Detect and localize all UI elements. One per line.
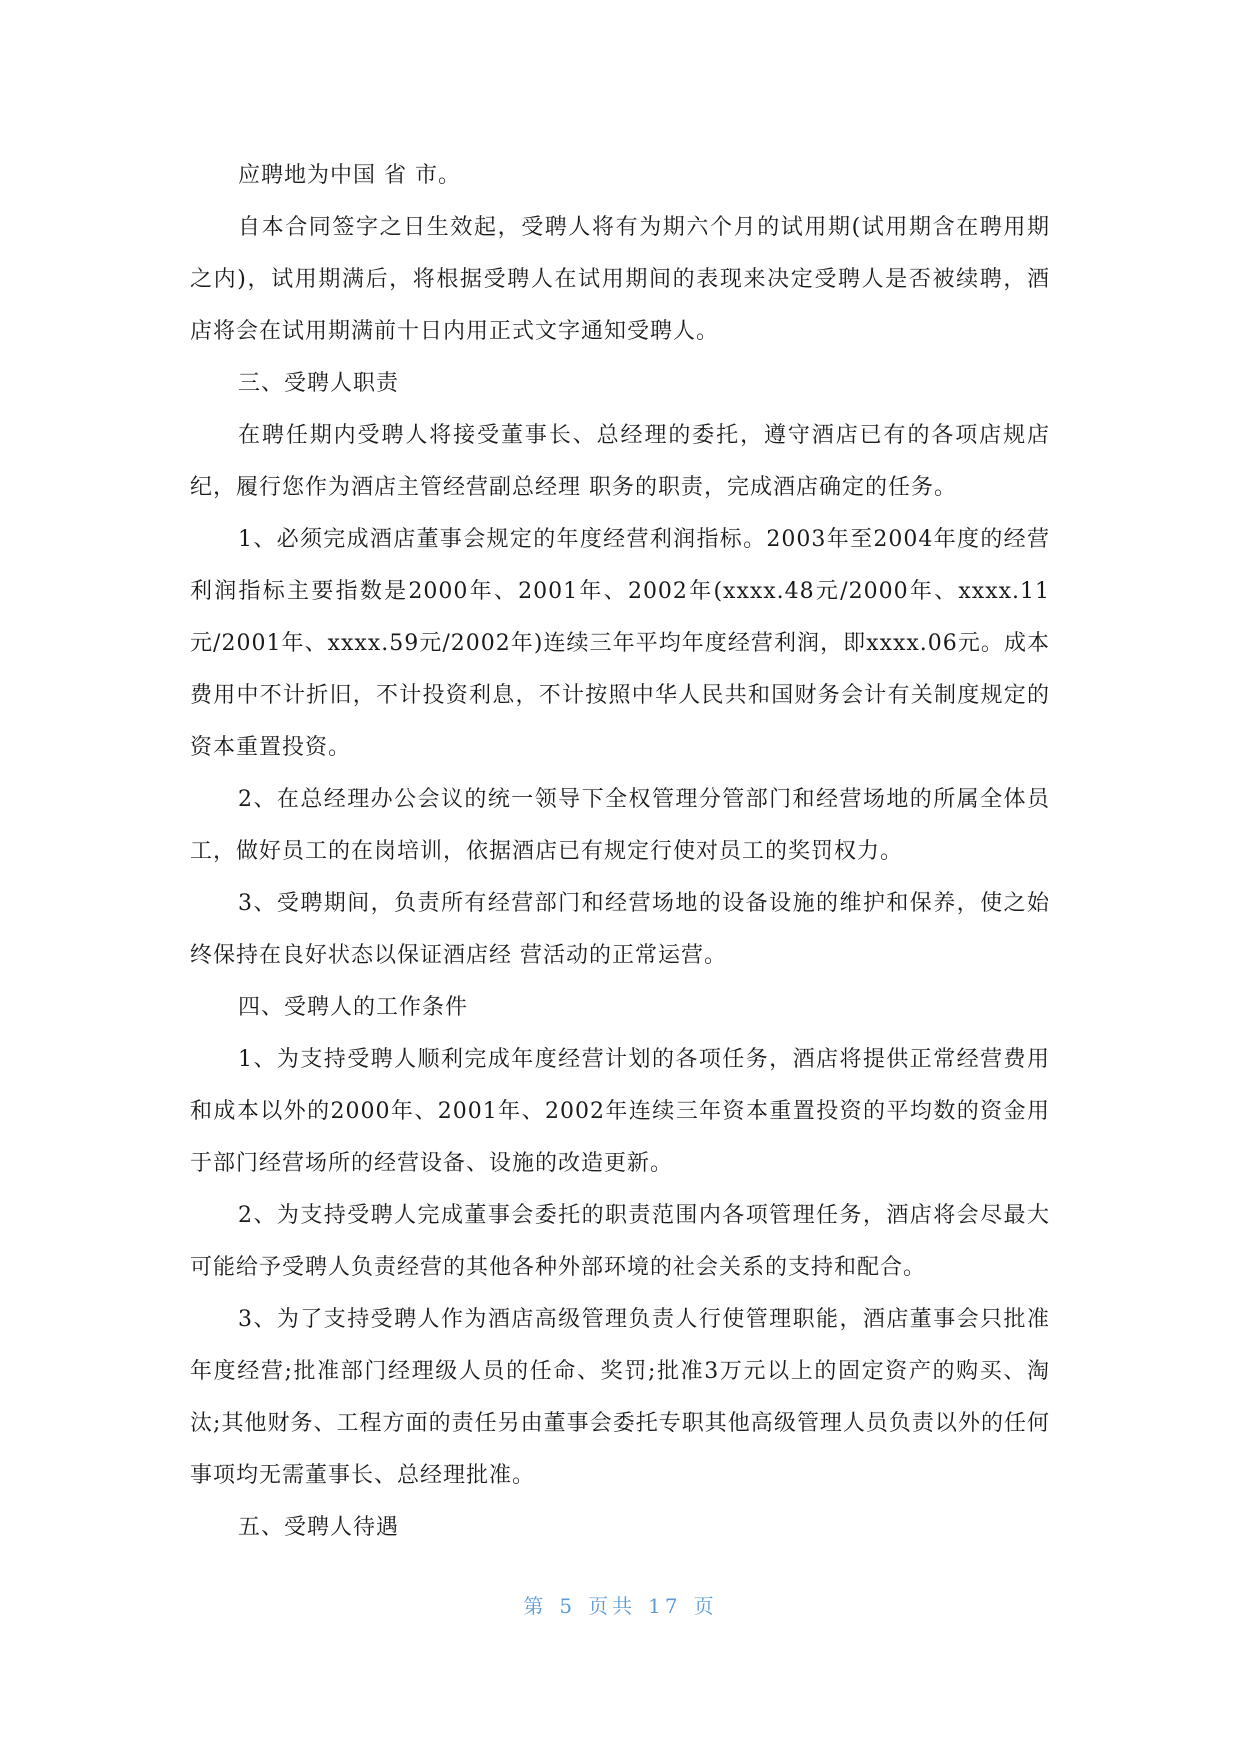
paragraph-condition-2: 2、为支持受聘人完成董事会委托的职责范围内各项管理任务，酒店将会尽最大可能给予受聘人负责经营的其他各种外部环境的社会关系的支持和配合。 — [190, 1203, 1050, 1280]
section-heading-duties: 三、受聘人职责 — [238, 371, 400, 396]
section-heading-compensation: 五、受聘人待遇 — [238, 1515, 400, 1540]
paragraph-probation: 自本合同签字之日生效起，受聘人将有为期六个月的试用期(试用期含在聘用期之内)，试用期满后，将根据受聘人在试用期间的表现来决定受聘人是否被续聘，酒店将会在试用期满前十日内用正式文字通知受聘人。 — [190, 215, 1050, 344]
paragraph-condition-1: 1、为支持受聘人顺利完成年度经营计划的各项任务，酒店将提供正常经营费用和成本以外的2000年、2001年、2002年连续三年资本重置投资的平均数的资金用于部门经营场所的经营设备、设施的改造更新。 — [190, 1047, 1050, 1176]
paragraph-duty-2: 2、在总经理办公会议的统一领导下全权管理分管部门和经营场地的所属全体员工，做好员工的在岗培训，依据酒店已有规定行使对员工的奖罚权力。 — [190, 787, 1050, 864]
document-body — [190, 150, 1050, 1554]
section-heading-conditions: 四、受聘人的工作条件 — [238, 995, 469, 1020]
footer-label-page: 第 — [523, 1594, 548, 1618]
footer-label-end: 页 — [693, 1594, 718, 1618]
paragraph-location: 应聘地为中国 省 市。 — [238, 163, 461, 188]
paragraph-duties-intro: 在聘任期内受聘人将接受董事长、总经理的委托，遵守酒店已有的各项店规店纪，履行您作为酒店主管经营副总经理 职务的职责，完成酒店确定的任务。 — [190, 423, 1050, 500]
paragraph-duty-3: 3、受聘期间，负责所有经营部门和经营场地的设备设施的维护和保养，使之始终保持在良好状态以保证酒店经 营活动的正常运营。 — [190, 891, 1050, 968]
footer-current-page: 5 — [559, 1594, 577, 1618]
paragraph-duty-1: 1、必须完成酒店董事会规定的年度经营利润指标。2003年至2004年度的经营利润指标主要指数是2000年、2001年、2002年(xxxx.48元/2000年、xxxx.11元/2001年、xxxx.59元/2002年)连续三年平均年度经营利润，即xxxx.06元。成本费用中不计折旧，不计投资利息，不计按照中华人民共和国财务会计有关制度规定的资本重置投资。 — [190, 527, 1050, 760]
paragraph-condition-3: 3、为了支持受聘人作为酒店高级管理负责人行使管理职能，酒店董事会只批准年度经营;批准部门经理级人员的任命、奖罚;批准3万元以上的固定资产的购买、淘汰;其他财务、工程方面的责任另由董事会委托专职其他高级管理人员负责以外的任何事项均无需董事长、总经理批准。 — [190, 1307, 1050, 1488]
footer-label-of: 页共 — [588, 1594, 637, 1618]
footer-total-pages: 17 — [648, 1594, 682, 1618]
page-footer — [0, 1590, 1241, 1619]
